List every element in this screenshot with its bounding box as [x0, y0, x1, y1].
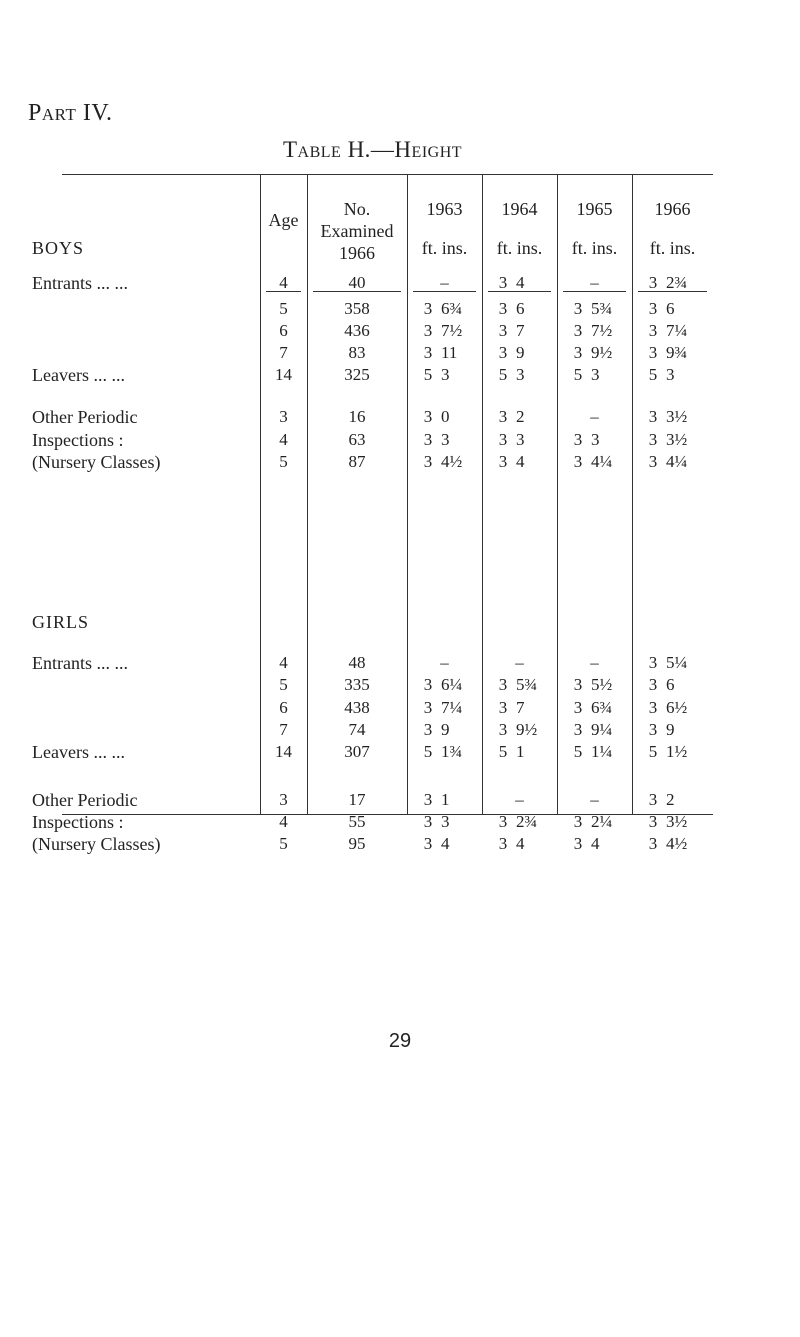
cell-feet: 5 [423, 365, 433, 384]
cell-age: 7 [279, 343, 288, 362]
cell-age: 7 [279, 720, 288, 739]
row-label: (Nursery Classes) [32, 452, 161, 472]
row-label: Inspections : [32, 812, 124, 832]
column-rule [557, 174, 558, 814]
row-label: Leavers ... ... [32, 365, 125, 385]
cell-inches: 6 [666, 299, 675, 318]
cell-inches: 9 [516, 343, 525, 362]
cell-feet: 3 [498, 812, 508, 831]
section-title-boys: BOYS [32, 238, 85, 258]
cell-number-examined: 335 [344, 675, 370, 694]
height-table [32, 174, 713, 854]
cell-dash: – [590, 653, 599, 672]
cell-feet: 3 [648, 834, 658, 853]
cell-inches: 1¼ [591, 742, 613, 761]
cell-inches: 1½ [666, 742, 688, 761]
cell-inches: 6¾ [441, 299, 463, 318]
cell-inches: 11 [441, 343, 458, 362]
cell-inches: 4¼ [666, 452, 688, 471]
cell-age: 4 [279, 273, 288, 292]
cell-age: 4 [279, 653, 288, 672]
cell-feet: 5 [648, 365, 658, 384]
cell-inches: 2¾ [516, 812, 538, 831]
cell-feet: 3 [498, 720, 508, 739]
cell-feet: 3 [423, 343, 433, 362]
cell-feet: 3 [648, 675, 658, 694]
cell-feet: 3 [573, 720, 583, 739]
cell-inches: 1 [441, 790, 450, 809]
cell-dash: – [515, 790, 524, 809]
cell-inches: 4 [516, 452, 525, 471]
row-label: (Nursery Classes) [32, 834, 161, 854]
cell-feet: 3 [423, 299, 433, 318]
cell-inches: 2¼ [591, 812, 613, 831]
cell-feet: 3 [573, 675, 583, 694]
cell-feet: 3 [573, 698, 583, 717]
cell-dash: – [590, 790, 599, 809]
cell-age: 4 [279, 430, 288, 449]
row-label: Other Periodic [32, 407, 138, 427]
cell-feet: 3 [498, 675, 508, 694]
cell-inches: 2 [666, 790, 675, 809]
cell-number-examined: 87 [348, 452, 366, 471]
cell-feet: 3 [423, 430, 433, 449]
column-rule [260, 174, 261, 814]
header-unit: ft. ins. [571, 238, 618, 258]
cell-number-examined: 40 [348, 273, 366, 292]
cell-feet: 3 [498, 407, 508, 426]
cell-feet: 3 [498, 834, 508, 853]
cell-feet: 3 [423, 812, 433, 831]
cell-feet: 3 [648, 812, 658, 831]
cell-feet: 3 [573, 321, 583, 340]
cell-dash: – [590, 407, 599, 426]
cell-feet: 3 [498, 299, 508, 318]
cell-feet: 5 [498, 365, 508, 384]
cell-feet: 3 [648, 299, 658, 318]
cell-number-examined: 95 [348, 834, 366, 853]
cell-number-examined: 74 [348, 720, 366, 739]
cell-inches: 5¼ [666, 653, 688, 672]
cell-feet: 3 [423, 675, 433, 694]
cell-inches: 6 [666, 675, 675, 694]
cell-feet: 3 [423, 720, 433, 739]
cell-feet: 5 [648, 742, 658, 761]
cell-age: 3 [279, 790, 288, 809]
cell-inches: 0 [441, 407, 450, 426]
cell-inches: 3 [666, 365, 675, 384]
cell-feet: 3 [498, 430, 508, 449]
header-age: Age [268, 210, 299, 230]
cell-inches: 7 [516, 698, 525, 717]
cell-dash: – [440, 653, 449, 672]
cell-inches: 3 [591, 430, 600, 449]
cell-inches: 5¾ [591, 299, 613, 318]
cell-feet: 3 [573, 834, 583, 853]
cell-age: 5 [279, 834, 288, 853]
cell-inches: 5½ [591, 675, 613, 694]
cell-inches: 7 [516, 321, 525, 340]
cell-number-examined: 48 [348, 653, 366, 672]
cell-inches: 4¼ [591, 452, 613, 471]
cell-inches: 5¾ [516, 675, 538, 694]
part-heading: Part IV. [28, 100, 113, 126]
cell-number-examined: 325 [344, 365, 370, 384]
cell-inches: 4 [516, 273, 525, 292]
cell-feet: 3 [573, 430, 583, 449]
cell-dash: – [440, 273, 449, 292]
cell-number-examined: 307 [344, 742, 370, 761]
cell-inches: 3 [516, 430, 525, 449]
cell-inches: 3 [591, 365, 600, 384]
cell-feet: 5 [573, 365, 583, 384]
header-examined: No. Examined 1966 [320, 199, 394, 263]
column-rule [632, 174, 633, 814]
cell-feet: 5 [498, 742, 508, 761]
cell-inches: 9 [666, 720, 675, 739]
cell-number-examined: 55 [348, 812, 366, 831]
cell-feet: 3 [498, 452, 508, 471]
cell-feet: 3 [423, 407, 433, 426]
cell-feet: 3 [423, 834, 433, 853]
cell-age: 5 [279, 299, 288, 318]
cell-inches: 9¼ [591, 720, 613, 739]
cell-age: 4 [279, 812, 288, 831]
header-unit: ft. ins. [421, 238, 468, 258]
header-unit: ft. ins. [649, 238, 696, 258]
cell-feet: 3 [573, 299, 583, 318]
cell-age: 14 [275, 365, 292, 384]
cell-inches: 3½ [666, 430, 688, 449]
cell-inches: 4½ [441, 452, 463, 471]
cell-feet: 3 [648, 790, 658, 809]
column-rule [407, 174, 408, 814]
cell-feet: 3 [498, 698, 508, 717]
cell-dash: – [590, 273, 599, 292]
cell-number-examined: 436 [344, 321, 370, 340]
cell-feet: 3 [573, 343, 583, 362]
row-label: Other Periodic [32, 790, 138, 810]
cell-age: 3 [279, 407, 288, 426]
header-year: 1965 [576, 199, 613, 219]
cell-feet: 3 [573, 452, 583, 471]
cell-feet: 3 [648, 452, 658, 471]
cell-feet: 3 [573, 812, 583, 831]
row-label: Leavers ... ... [32, 742, 125, 762]
cell-age: 5 [279, 675, 288, 694]
cell-feet: 3 [648, 698, 658, 717]
cell-inches: 7½ [441, 321, 463, 340]
cell-dash: – [515, 653, 524, 672]
cell-feet: 5 [423, 742, 433, 761]
cell-inches: 3 [441, 812, 450, 831]
cell-inches: 7¼ [441, 698, 463, 717]
cell-number-examined: 63 [348, 430, 366, 449]
cell-inches: 3 [441, 430, 450, 449]
cell-inches: 4 [591, 834, 600, 853]
cell-inches: 4 [441, 834, 450, 853]
cell-feet: 3 [648, 343, 658, 362]
cell-inches: 9½ [516, 720, 538, 739]
cell-inches: 2¾ [666, 273, 688, 292]
cell-inches: 7½ [591, 321, 613, 340]
cell-inches: 6 [516, 299, 525, 318]
cell-number-examined: 438 [344, 698, 370, 717]
cell-inches: 1 [516, 742, 525, 761]
table-top-rule [62, 174, 713, 175]
cell-feet: 3 [648, 653, 658, 672]
cell-inches: 3 [441, 365, 450, 384]
table-title: Table H.—Height [283, 137, 463, 162]
column-rule [307, 174, 308, 814]
cell-inches: 2 [516, 407, 525, 426]
row-label: Entrants ... ... [32, 653, 128, 673]
cell-feet: 3 [648, 321, 658, 340]
cell-feet: 3 [648, 430, 658, 449]
cell-feet: 3 [498, 321, 508, 340]
header-unit: ft. ins. [496, 238, 543, 258]
header-year: 1966 [654, 199, 691, 219]
cell-number-examined: 358 [344, 299, 370, 318]
cell-inches: 9½ [591, 343, 613, 362]
column-rule [482, 174, 483, 814]
row-label: Inspections : [32, 430, 124, 450]
cell-feet: 3 [423, 321, 433, 340]
cell-feet: 3 [648, 407, 658, 426]
cell-number-examined: 17 [348, 790, 366, 809]
cell-feet: 5 [573, 742, 583, 761]
cell-feet: 3 [648, 720, 658, 739]
cell-inches: 4 [516, 834, 525, 853]
cell-inches: 9¾ [666, 343, 688, 362]
cell-inches: 6¾ [591, 698, 613, 717]
row-label: Entrants ... ... [32, 273, 128, 293]
page-number: 29 [388, 1030, 412, 1052]
cell-number-examined: 16 [348, 407, 366, 426]
cell-feet: 3 [423, 790, 433, 809]
cell-number-examined: 83 [348, 343, 366, 362]
cell-feet: 3 [423, 698, 433, 717]
cell-inches: 3½ [666, 812, 688, 831]
cell-age: 14 [275, 742, 292, 761]
cell-age: 5 [279, 452, 288, 471]
cell-age: 6 [279, 321, 288, 340]
section-title-girls: GIRLS [32, 612, 90, 632]
cell-inches: 1¾ [441, 742, 463, 761]
cell-inches: 3½ [666, 407, 688, 426]
cell-inches: 6¼ [441, 675, 463, 694]
cell-inches: 7¼ [666, 321, 688, 340]
cell-age: 6 [279, 698, 288, 717]
header-year: 1963 [426, 199, 463, 219]
cell-inches: 6½ [666, 698, 688, 717]
cell-feet: 3 [648, 273, 658, 292]
header-year: 1964 [501, 199, 538, 219]
cell-feet: 3 [498, 273, 508, 292]
cell-inches: 3 [516, 365, 525, 384]
cell-inches: 9 [441, 720, 450, 739]
cell-feet: 3 [423, 452, 433, 471]
cell-feet: 3 [498, 343, 508, 362]
cell-inches: 4½ [666, 834, 688, 853]
